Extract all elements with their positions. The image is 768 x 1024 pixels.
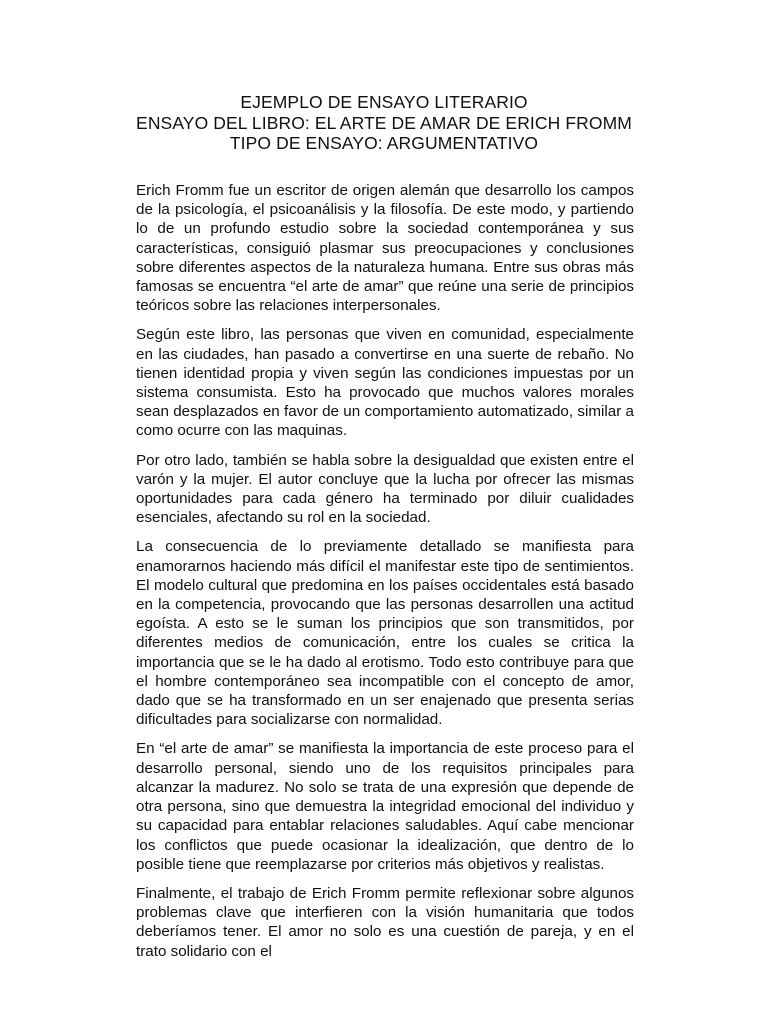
- document-body: [136, 181, 634, 971]
- paragraph-5: En “el arte de amar” se manifiesta la importancia de este proceso para el desarrollo personal, siendo uno de los requisitos principales para alcanzar la madurez. No solo se trata de una expresión que depende de otra persona, sino que demuestra la integridad emocional del individuo y su capacidad para entablar relaciones saludables. Aquí cabe mencionar los conflictos que puede ocasionar la idealización, que dentro de lo posible tiene que reemplazarse por criterios más objetivos y realistas.: [136, 740, 634, 873]
- title-line-3: TIPO DE ENSAYO: ARGUMENTATIVO: [229, 133, 539, 153]
- paragraph-6: Finalmente, el trabajo de Erich Fromm permite reflexionar sobre algunos problemas clave que interfieren con la visión humanitaria que todos deberíamos tener. El amor no solo es una cuestión de pareja, y en el trato solidario con el: [136, 884, 634, 960]
- paragraph-3: Por otro lado, también se habla sobre la desigualdad que existen entre el varón y la mujer. El autor concluye que la lucha por ofrecer las mismas oportunidades para cada género ha terminado por diluir cualidades esenciales, afectando su rol en la sociedad.: [136, 451, 634, 527]
- document-title: [0, 92, 768, 154]
- title-line-1: EJEMPLO DE ENSAYO LITERARIO: [240, 92, 528, 112]
- paragraph-2: Según este libro, las personas que viven en comunidad, especialmente en las ciudades, han pasado a convertirse en una suerte de rebaño. No tienen identidad propia y viven según las condiciones impuestas por un sistema consumista. Esto ha provocado que muchos valores morales sean desplazados en favor de un comportamiento automatizado, similar a como ocurre con las maquinas.: [136, 326, 634, 440]
- paragraph-4: La consecuencia de lo previamente detallado se manifiesta para enamorarnos haciendo más difícil el manifestar este tipo de sentimientos. El modelo cultural que predomina en los países occidentales está basado en la competencia, provocando que las personas desarrollen una actitud egoísta. A esto se le suman los principios que son transmitidos, por diferentes medios de comunicación, entre los cuales se critica la importancia que se le ha dado al erotismo. Todo esto contribuye para que el hombre contemporáneo sea incompatible con el concepto de amor, dado que se ha transformado en un ser enajenado que presenta serias dificultades para socializarse con normalidad.: [136, 538, 634, 729]
- title-line-2: ENSAYO DEL LIBRO: EL ARTE DE AMAR DE ERICH FROMM: [136, 112, 632, 133]
- paragraph-1: Erich Fromm fue un escritor de origen alemán que desarrollo los campos de la psicología, el psicoanálisis y la filosofía. De este modo, y partiendo lo de un profundo estudio sobre la sociedad contemporánea y sus características, consiguió plasmar sus preocupaciones y conclusiones sobre diferentes aspectos de la naturaleza humana. Entre sus obras más famosas se encuentra “el arte de amar” que reúne una serie de principios teóricos sobre las relaciones interpersonales.: [136, 182, 634, 315]
